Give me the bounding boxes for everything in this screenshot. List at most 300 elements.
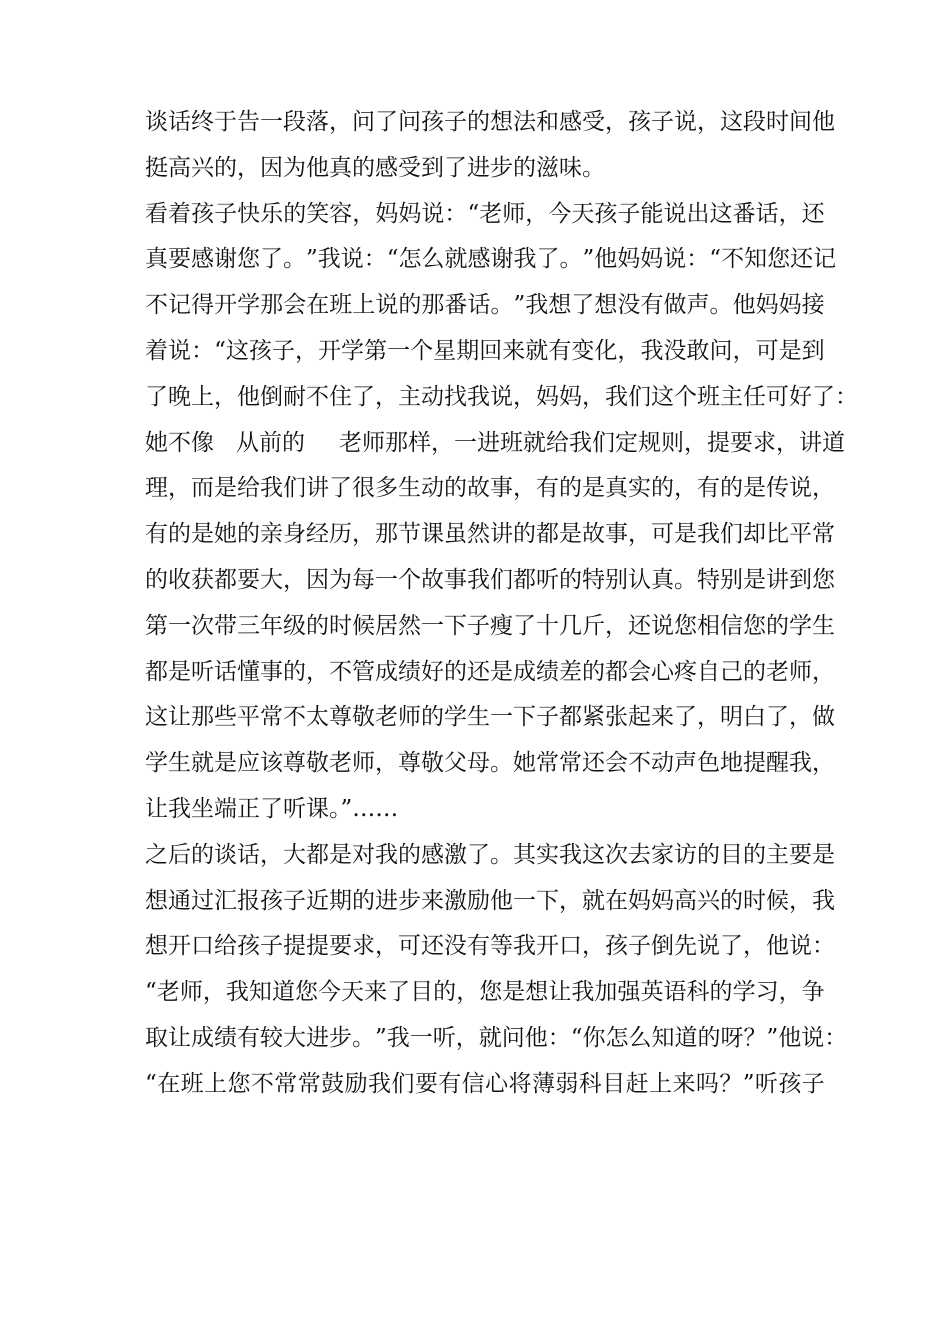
text-char: 进 xyxy=(306,1024,329,1051)
text-char: 吗 xyxy=(695,1070,719,1097)
text-char: 地 xyxy=(720,750,743,777)
text-char: 提 xyxy=(283,933,306,960)
text-char: 我 xyxy=(812,887,835,914)
text-char: 报 xyxy=(237,887,260,914)
text-char: 的 xyxy=(720,887,743,914)
text-char: “ xyxy=(467,200,480,227)
text-char: 因 xyxy=(306,566,329,593)
text-char: 们 xyxy=(490,566,513,593)
text-char: 常 xyxy=(559,750,582,777)
text-char: 可 xyxy=(766,383,789,410)
text-char: 做 xyxy=(663,292,687,319)
text-line xyxy=(145,512,835,558)
text-char: 他 xyxy=(778,1024,802,1051)
text-char: 我 xyxy=(467,566,490,593)
text-char: 法 xyxy=(513,109,536,135)
text-char: 相 xyxy=(697,612,720,639)
text-char: 应 xyxy=(237,750,260,777)
text-char: 有 xyxy=(237,1024,260,1051)
text-char: 师 xyxy=(352,750,375,777)
text-char: 很 xyxy=(352,475,375,502)
text-char: 说 xyxy=(651,612,674,639)
text-char: 兴 xyxy=(697,887,720,914)
text-char: 来 xyxy=(651,704,674,731)
text-char: 道 xyxy=(674,1024,698,1051)
text-char: 知 xyxy=(248,979,272,1006)
text-char: 就 xyxy=(582,887,605,914)
text-char: 们 xyxy=(720,521,743,548)
text-char: 身 xyxy=(283,521,306,548)
text-char: 一 xyxy=(513,887,536,914)
text-char: 谈 xyxy=(145,109,168,135)
text-char: 我 xyxy=(559,841,582,868)
text-char: 有 xyxy=(467,933,490,960)
text-char: 说 xyxy=(490,383,513,410)
text-char: 孩 xyxy=(260,887,283,914)
text-char: 都 xyxy=(145,658,168,685)
text-char: 了 xyxy=(260,246,283,273)
text-char: 声 xyxy=(686,292,710,319)
text-char: 每 xyxy=(352,566,375,593)
text-char: 终 xyxy=(191,109,214,135)
text-char: ： xyxy=(824,1024,848,1051)
text-char: 有 xyxy=(145,521,168,548)
text-char: 住 xyxy=(329,383,352,410)
text-char: 自 xyxy=(697,658,720,685)
text-char: 下 xyxy=(513,704,536,731)
text-char: 的 xyxy=(513,521,536,548)
text-char: 妈 xyxy=(398,200,422,227)
text-char: ， xyxy=(778,979,802,1006)
text-char: 是 xyxy=(743,475,766,502)
text-line xyxy=(145,421,845,467)
text-char: 学 xyxy=(732,979,756,1006)
text-char: 了 xyxy=(536,246,560,273)
text-char: 尊 xyxy=(329,704,352,731)
text-char: ” xyxy=(513,292,526,319)
text-char: 那 xyxy=(191,704,214,731)
text-char: 疼 xyxy=(674,658,697,685)
text-char: 求 xyxy=(352,933,375,960)
text-char: ， xyxy=(352,200,376,227)
text-char: 经 xyxy=(306,521,329,548)
text-char: 给 xyxy=(237,475,260,502)
text-char: 是 xyxy=(778,337,802,364)
text-char: 是 xyxy=(559,521,582,548)
text-char: 孩 xyxy=(605,933,628,960)
text-char: 找 xyxy=(444,383,467,410)
line-text: 让我坐端正了听课。”…… xyxy=(145,795,399,822)
text-char: 了 xyxy=(720,933,743,960)
text-char: 要 xyxy=(237,566,260,593)
text-char: 他 xyxy=(766,933,789,960)
text-char: 我 xyxy=(605,383,628,410)
text-char: 都 xyxy=(605,658,628,685)
text-char: “ xyxy=(214,337,226,364)
text-char: 声 xyxy=(674,750,697,777)
text-char: 访 xyxy=(674,841,697,868)
text-char: 么 xyxy=(628,1024,652,1051)
text-char: 认 xyxy=(628,566,651,593)
text-char: 不 xyxy=(250,1070,274,1097)
text-char: 。 xyxy=(490,750,513,777)
text-char: 多 xyxy=(375,475,398,502)
text-char: 让 xyxy=(168,704,191,731)
text-char: 主 xyxy=(766,841,789,868)
text-char: 上 xyxy=(352,292,376,319)
text-line xyxy=(145,741,835,787)
text-char: 却 xyxy=(743,521,766,548)
text-char: 收 xyxy=(168,566,191,593)
text-char: 说 xyxy=(340,246,364,273)
text-char: ， xyxy=(812,475,835,502)
text-char: 英 xyxy=(640,979,664,1006)
text-char: 话 xyxy=(168,109,191,135)
text-char: 老 xyxy=(375,704,398,731)
text-char: 等 xyxy=(490,933,513,960)
text-char: 取 xyxy=(145,1024,168,1051)
text-char: 斤 xyxy=(582,612,605,639)
text-char: 我 xyxy=(386,1024,410,1051)
text-char: 这 xyxy=(145,704,168,731)
text-char: 不 xyxy=(628,750,651,777)
text-char: 都 xyxy=(513,566,536,593)
text-char: 给 xyxy=(214,933,237,960)
text-char: 您 xyxy=(479,979,503,1006)
text-char: 父 xyxy=(444,750,467,777)
text-char: 去 xyxy=(628,841,651,868)
text-line xyxy=(145,879,835,925)
text-char: 还 xyxy=(582,750,605,777)
text-char: ， xyxy=(674,475,697,502)
text-char: 子 xyxy=(271,337,295,364)
text-line xyxy=(145,1016,848,1062)
text-char: 了 xyxy=(513,612,536,639)
text-char: 感 xyxy=(467,246,491,273)
text-char: 高 xyxy=(674,887,697,914)
text-char: 不 xyxy=(283,704,306,731)
text-char: 您 xyxy=(767,246,791,273)
text-char: 告 xyxy=(237,109,260,135)
text-char: ， xyxy=(375,383,398,410)
text-char: 候 xyxy=(352,612,375,639)
text-char: 课 xyxy=(421,521,444,548)
text-char: 他 xyxy=(524,1024,548,1051)
text-char: 耐 xyxy=(283,383,306,410)
text-char: 比 xyxy=(766,521,789,548)
text-char: 那 xyxy=(260,292,284,319)
text-char: 常 xyxy=(297,1070,321,1097)
text-char: 乐 xyxy=(260,200,284,227)
text-char: ？ xyxy=(719,1070,743,1097)
text-char: 了 xyxy=(766,704,789,731)
text-char: 该 xyxy=(260,750,283,777)
text-char: 谢 xyxy=(490,246,514,273)
text-char: 些 xyxy=(214,704,237,731)
text-char: 。 xyxy=(559,246,583,273)
text-char: 时 xyxy=(766,109,789,135)
text-char: 要 xyxy=(168,246,191,273)
text-char: ， xyxy=(697,109,720,135)
text-char: 想 xyxy=(548,292,572,319)
text-char: 在 xyxy=(306,292,330,319)
text-char: 口 xyxy=(559,933,582,960)
text-char: 来 xyxy=(364,979,388,1006)
text-char: 受 xyxy=(582,109,605,135)
text-char: 将 xyxy=(508,1070,532,1097)
text-char: 了 xyxy=(571,292,595,319)
text-char: 下 xyxy=(444,612,467,639)
text-char: 没 xyxy=(444,933,467,960)
text-char: 妈 xyxy=(617,246,641,273)
text-char: 过 xyxy=(191,887,214,914)
text-char: 呀 xyxy=(720,1024,744,1051)
text-char: 的 xyxy=(237,521,260,548)
text-char: 倒 xyxy=(651,933,674,960)
line-text-part: 她不像 xyxy=(145,429,214,456)
text-char: 后 xyxy=(168,841,191,868)
text-char: 想 xyxy=(490,109,513,135)
text-char: 的 xyxy=(398,292,422,319)
text-char: 色 xyxy=(697,750,720,777)
text-char: 带 xyxy=(214,612,237,639)
text-char: 孩 xyxy=(248,337,272,364)
text-char: ： xyxy=(812,933,835,960)
text-char: 口 xyxy=(191,933,214,960)
text-char: 的 xyxy=(352,887,375,914)
text-char: 想 xyxy=(594,292,618,319)
text-char: ： xyxy=(835,383,858,410)
text-char: ： xyxy=(191,337,215,364)
text-char: 了 xyxy=(352,383,375,410)
text-char: 一 xyxy=(387,337,411,364)
text-char: ， xyxy=(513,383,536,410)
text-char: 话 xyxy=(237,841,260,868)
text-char: 是 xyxy=(812,841,835,868)
text-char: 。 xyxy=(283,246,306,273)
text-char: 亲 xyxy=(260,521,283,548)
text-char: 的 xyxy=(168,521,191,548)
text-char: 大 xyxy=(260,566,283,593)
text-line xyxy=(145,695,835,741)
text-char: 子 xyxy=(444,109,467,135)
text-char: 我 xyxy=(260,475,283,502)
text-char: 番 xyxy=(732,200,756,227)
text-char: 第 xyxy=(145,612,168,639)
text-char: 我 xyxy=(571,979,595,1006)
text-char: 励 xyxy=(344,1070,368,1097)
text-char: 他 xyxy=(237,383,260,410)
text-line xyxy=(145,100,835,146)
text-char: 感 xyxy=(191,246,214,273)
text-char: 的 xyxy=(444,475,467,502)
text-char: ， xyxy=(559,887,582,914)
text-char: 的 xyxy=(444,658,467,685)
text-char: 提 xyxy=(306,933,329,960)
text-char: 都 xyxy=(214,566,237,593)
text-char: 就 xyxy=(444,246,468,273)
text-char: 时 xyxy=(743,887,766,914)
text-char: 了 xyxy=(674,704,697,731)
text-char: 的 xyxy=(467,109,490,135)
text-char: 有 xyxy=(536,475,559,502)
text-char: 她 xyxy=(214,521,237,548)
text-char: 争 xyxy=(801,979,825,1006)
text-char: 步 xyxy=(329,1024,352,1051)
text-char: 好 xyxy=(421,658,444,685)
text-char: 实 xyxy=(628,475,651,502)
text-char: 心 xyxy=(651,658,674,685)
text-char: 还 xyxy=(801,200,825,227)
text-char: 讲 xyxy=(766,566,789,593)
text-char: ， xyxy=(789,704,812,731)
text-char: 是 xyxy=(329,841,352,868)
text-char: 说 xyxy=(789,933,812,960)
text-char: ， xyxy=(743,933,766,960)
text-char: 您 xyxy=(294,979,318,1006)
text-char: 妈 xyxy=(536,383,559,410)
text-char: 孩 xyxy=(191,200,215,227)
text-char: 得 xyxy=(191,292,215,319)
text-char: 张 xyxy=(605,704,628,731)
text-char: 回 xyxy=(479,337,503,364)
text-char: 的 xyxy=(559,566,582,593)
text-char: 间 xyxy=(789,109,812,135)
text-char: 尊 xyxy=(398,750,421,777)
text-char: 子 xyxy=(801,1070,825,1097)
text-char: 第 xyxy=(364,337,388,364)
text-char: 们 xyxy=(283,475,306,502)
text-char: ， xyxy=(375,750,398,777)
text-char: 不 xyxy=(145,292,168,319)
text-char: ， xyxy=(329,109,352,135)
text-char: 子 xyxy=(617,200,641,227)
text-char: ， xyxy=(605,109,628,135)
text-char: 家 xyxy=(651,841,674,868)
text-char: 传 xyxy=(766,475,789,502)
text-char: 们 xyxy=(391,1070,415,1097)
text-char: 的 xyxy=(283,200,307,227)
text-char: 年 xyxy=(260,612,283,639)
text-char: 事 xyxy=(490,475,513,502)
text-char: 别 xyxy=(720,566,743,593)
text-char: 一 xyxy=(375,566,398,593)
text-char: 听 xyxy=(191,658,214,685)
text-char: 常 xyxy=(260,704,283,731)
text-char: 这 xyxy=(720,109,743,135)
text-char: 孩 xyxy=(628,109,651,135)
text-char: 的 xyxy=(582,658,605,685)
text-char: 好 xyxy=(789,383,812,410)
text-char: 落 xyxy=(306,109,329,135)
text-char: 讲 xyxy=(306,475,329,502)
text-char: 今 xyxy=(318,979,342,1006)
text-char: 起 xyxy=(628,704,651,731)
text-char: 说 xyxy=(421,200,445,227)
text-char: ， xyxy=(456,979,480,1006)
text-char: 让 xyxy=(168,1024,191,1051)
text-char: 是 xyxy=(168,658,191,685)
text-char: 期 xyxy=(456,337,480,364)
text-char: 提 xyxy=(743,750,766,777)
text-char: 的 xyxy=(743,841,766,868)
text-char: 还 xyxy=(421,933,444,960)
text-char: 班 xyxy=(329,292,353,319)
text-char: ， xyxy=(617,337,641,364)
text-char: 为 xyxy=(329,566,352,593)
text-char: 没 xyxy=(663,337,687,364)
text-char: 大 xyxy=(283,1024,306,1051)
text-char: 的 xyxy=(433,979,457,1006)
text-char: 么 xyxy=(421,246,445,273)
text-char: 他 xyxy=(732,292,756,319)
text-char: 个 xyxy=(674,383,697,410)
text-char: ” xyxy=(375,1024,387,1051)
text-char: ” xyxy=(742,1070,755,1097)
text-char: 平 xyxy=(789,521,812,548)
text-char: “ xyxy=(145,979,157,1006)
text-char: 而 xyxy=(191,475,214,502)
text-char: 一 xyxy=(409,1024,433,1051)
text-char: 会 xyxy=(283,292,307,319)
text-char: 着 xyxy=(168,200,192,227)
text-char: 我 xyxy=(367,1070,391,1097)
text-char: 我 xyxy=(513,246,537,273)
text-char: 我 xyxy=(467,383,490,410)
text-char: 时 xyxy=(329,612,352,639)
text-char: 不 xyxy=(329,658,352,685)
text-char: 绩 xyxy=(214,1024,237,1051)
text-char: 话 xyxy=(755,200,779,227)
text-char: 事 xyxy=(444,566,467,593)
text-char: 感 xyxy=(559,109,582,135)
text-char: 可 xyxy=(755,337,779,364)
text-char: 上 xyxy=(204,1070,228,1097)
text-line xyxy=(145,650,835,696)
text-char: 他 xyxy=(812,109,835,135)
text-char: 班 xyxy=(697,383,720,410)
text-char: 动 xyxy=(421,475,444,502)
text-char: 谈 xyxy=(214,841,237,868)
text-char: 对 xyxy=(352,841,375,868)
text-char: 想 xyxy=(525,979,549,1006)
text-char: 的 xyxy=(191,841,214,868)
text-char: ， xyxy=(260,841,283,868)
text-char: 来 xyxy=(421,887,444,914)
text-char: 天 xyxy=(571,200,595,227)
text-char: 还 xyxy=(467,658,490,685)
text-char: ： xyxy=(444,200,468,227)
text-char: 是 xyxy=(502,979,526,1006)
text-char: 的 xyxy=(651,475,674,502)
text-char: 说 xyxy=(674,109,697,135)
text-char: 近 xyxy=(306,887,329,914)
text-char: 我 xyxy=(697,521,720,548)
text-char: 科 xyxy=(686,979,710,1006)
text-char: ， xyxy=(605,612,628,639)
text-char: 敬 xyxy=(421,750,444,777)
text-char: 问 xyxy=(352,109,375,135)
text-char: 的 xyxy=(697,841,720,868)
text-char: 还 xyxy=(790,246,814,273)
text-char: 能 xyxy=(640,200,664,227)
text-char: 有 xyxy=(548,337,572,364)
text-line xyxy=(145,970,825,1016)
text-char: 真 xyxy=(651,566,674,593)
text-char: 师 xyxy=(502,200,526,227)
text-char: 要 xyxy=(789,841,812,868)
text-char: 习 xyxy=(755,979,779,1006)
